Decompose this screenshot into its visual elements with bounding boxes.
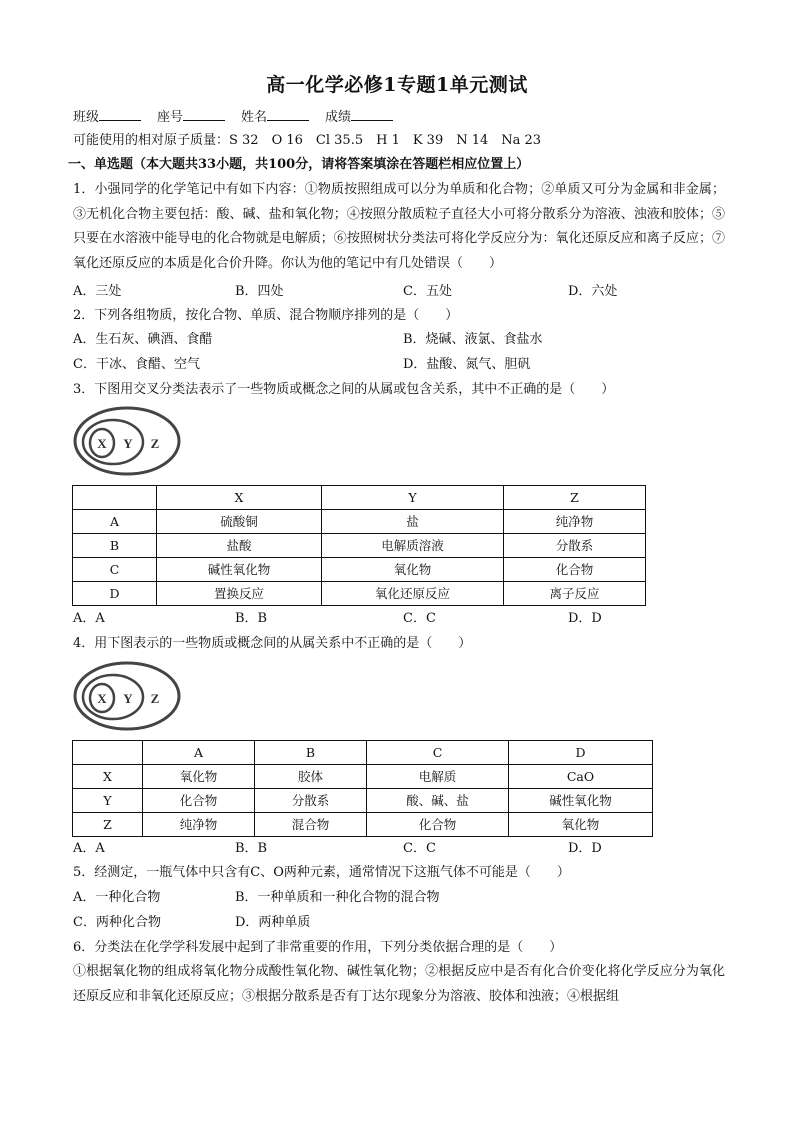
q5-option-c[interactable]: C．两种化合物 (73, 915, 161, 930)
table-cell: 分散系 (255, 789, 367, 813)
q4-option-a[interactable]: A．A (73, 841, 105, 856)
q5-option-b[interactable]: B．一种单质和一种化合物的混合物 (235, 890, 440, 905)
q1-option-d[interactable]: D．六处 (568, 284, 618, 299)
table-cell: 氧化物 (322, 558, 504, 582)
table-row (73, 510, 646, 534)
q4-table-header-row (73, 741, 653, 765)
name-blank[interactable] (267, 106, 309, 121)
q3-option-d[interactable]: D．D (568, 611, 602, 626)
q4-table-header: D (509, 741, 653, 765)
q1-option-a[interactable]: A．三处 (73, 284, 122, 299)
seat-blank[interactable] (183, 106, 225, 121)
question-6-stem: 6．分类法在化学学科发展中起到了非常重要的作用，下列分类依据合理的是（ ） (73, 940, 563, 955)
page-title: 高一化学必修1专题1单元测试 (266, 74, 528, 96)
q3-table-header: Z (504, 486, 646, 510)
q2-option-d[interactable]: D．盐酸、氮气、胆矾 (403, 357, 531, 372)
table-cell: 氧化物 (143, 765, 255, 789)
q4-table (72, 740, 653, 837)
q2-option-c[interactable]: C．干冰、食醋、空气 (73, 357, 200, 372)
table-cell: Y (73, 789, 143, 813)
name-label: 姓名 (241, 110, 268, 125)
q3-venn-diagram (73, 405, 183, 477)
table-cell: 盐 (322, 510, 504, 534)
q4-table-header: B (255, 741, 367, 765)
q4-option-d[interactable]: D．D (568, 841, 602, 856)
table-cell: 硫酸铜 (157, 510, 322, 534)
q2-option-a[interactable]: A．生石灰、碘酒、食醋 (73, 332, 213, 347)
table-row (73, 582, 646, 606)
q3-table (72, 485, 646, 606)
table-cell: 化合物 (504, 558, 646, 582)
q4-venn-label-z: Z (150, 691, 160, 706)
q3-venn-label-y: Y (123, 436, 133, 451)
table-cell: CaO (509, 765, 653, 789)
question-4-stem: 4．用下图表示的一些物质或概念间的从属关系中不正确的是（ ） (73, 636, 472, 651)
table-cell: 分散系 (504, 534, 646, 558)
q4-venn-diagram (73, 660, 183, 732)
table-row (73, 558, 646, 582)
table-cell: 酸、碱、盐 (367, 789, 509, 813)
table-cell: 混合物 (255, 813, 367, 837)
student-info-line (73, 106, 393, 128)
q3-venn-label-z: Z (150, 436, 160, 451)
table-cell: 盐酸 (157, 534, 322, 558)
question-2-stem: 2．下列各组物质，按化合物、单质、混合物顺序排列的是（ ） (73, 308, 459, 323)
q3-table-header-row (73, 486, 646, 510)
table-cell: X (73, 765, 143, 789)
question-1-stem: 1．小强同学的化学笔记中有如下内容：①物质按照组成可以分为单质和化合物；②单质又可分为金属和非金属；③无机化合物主要包括：酸、碱、盐和氧化物；④按照分散质粒子直径大小可将分散系分为溶液、浊液和胶体；⑤只要在水溶液中能导电的化合物就是电解质；⑥按照树状分类法可将化学反应分为：氧化还原反应和离子反应；⑦氧化还原反应的本质是化合价升降。你认为他的笔记中有几处错误（ ） (73, 182, 725, 271)
q5-option-d[interactable]: D．两种单质 (235, 915, 311, 930)
q4-table-header: A (143, 741, 255, 765)
q5-option-a[interactable]: A．一种化合物 (73, 890, 161, 905)
q3-table-header: X (157, 486, 322, 510)
q3-venn-label-x: X (97, 436, 107, 451)
class-blank[interactable] (99, 106, 141, 121)
score-label: 成绩 (325, 110, 352, 125)
table-cell: C (73, 558, 157, 582)
table-cell: 氧化还原反应 (322, 582, 504, 606)
table-cell: 纯净物 (143, 813, 255, 837)
table-cell: 化合物 (367, 813, 509, 837)
question-3-stem: 3．下图用交叉分类法表示了一些物质或概念之间的从属或包含关系，其中不正确的是（ ） (73, 382, 615, 397)
q2-option-b[interactable]: B．烧碱、液氯、食盐水 (403, 332, 543, 347)
q1-option-b[interactable]: B．四处 (235, 284, 284, 299)
table-cell: D (73, 582, 157, 606)
table-cell: 置换反应 (157, 582, 322, 606)
q3-option-b[interactable]: B．B (235, 611, 268, 626)
section-title: 一、单选题（本大题共33小题，共100分，请将答案填涂在答题栏相应位置上） (68, 157, 530, 172)
table-row (73, 789, 653, 813)
q3-option-a[interactable]: A．A (73, 611, 105, 626)
question-5-stem: 5．经测定，一瓶气体中只含有C、O两种元素，通常情况下这瓶气体不可能是（ ） (73, 865, 570, 880)
seat-label: 座号 (157, 110, 184, 125)
table-cell: 氧化物 (509, 813, 653, 837)
table-cell: A (73, 510, 157, 534)
table-cell: 碱性氧化物 (157, 558, 322, 582)
table-row (73, 813, 653, 837)
table-row (73, 765, 653, 789)
q4-table-header: C (367, 741, 509, 765)
q4-venn-label-y: Y (123, 691, 133, 706)
q4-option-c[interactable]: C．C (403, 841, 436, 856)
table-cell: B (73, 534, 157, 558)
table-cell: 电解质 (367, 765, 509, 789)
q3-option-c[interactable]: C．C (403, 611, 436, 626)
table-cell: 电解质溶液 (322, 534, 504, 558)
table-row (73, 534, 646, 558)
q4-table-header (73, 741, 143, 765)
q3-table-header (73, 486, 157, 510)
table-cell: 化合物 (143, 789, 255, 813)
table-cell: 胶体 (255, 765, 367, 789)
class-label: 班级 (73, 110, 100, 125)
q1-option-c[interactable]: C．五处 (403, 284, 452, 299)
table-cell: 纯净物 (504, 510, 646, 534)
q4-venn-label-x: X (97, 691, 107, 706)
atomic-masses: 可能使用的相对原子质量：S 32 O 16 Cl 35.5 H 1 K 39 N 14 Na 23 (73, 133, 542, 148)
question-6-body: ①根据氧化物的组成将氧化物分成酸性氧化物、碱性氧化物；②根据反应中是否有化合价变化将化学反应分为氧化还原反应和非氧化还原反应；③根据分散系是否有丁达尔现象分为溶液、胶体和浊液；④根据组 (73, 964, 725, 1004)
table-cell: 碱性氧化物 (509, 789, 653, 813)
score-blank[interactable] (351, 106, 393, 121)
table-cell: Z (73, 813, 143, 837)
table-cell: 离子反应 (504, 582, 646, 606)
q4-option-b[interactable]: B．B (235, 841, 268, 856)
q3-table-header: Y (322, 486, 504, 510)
